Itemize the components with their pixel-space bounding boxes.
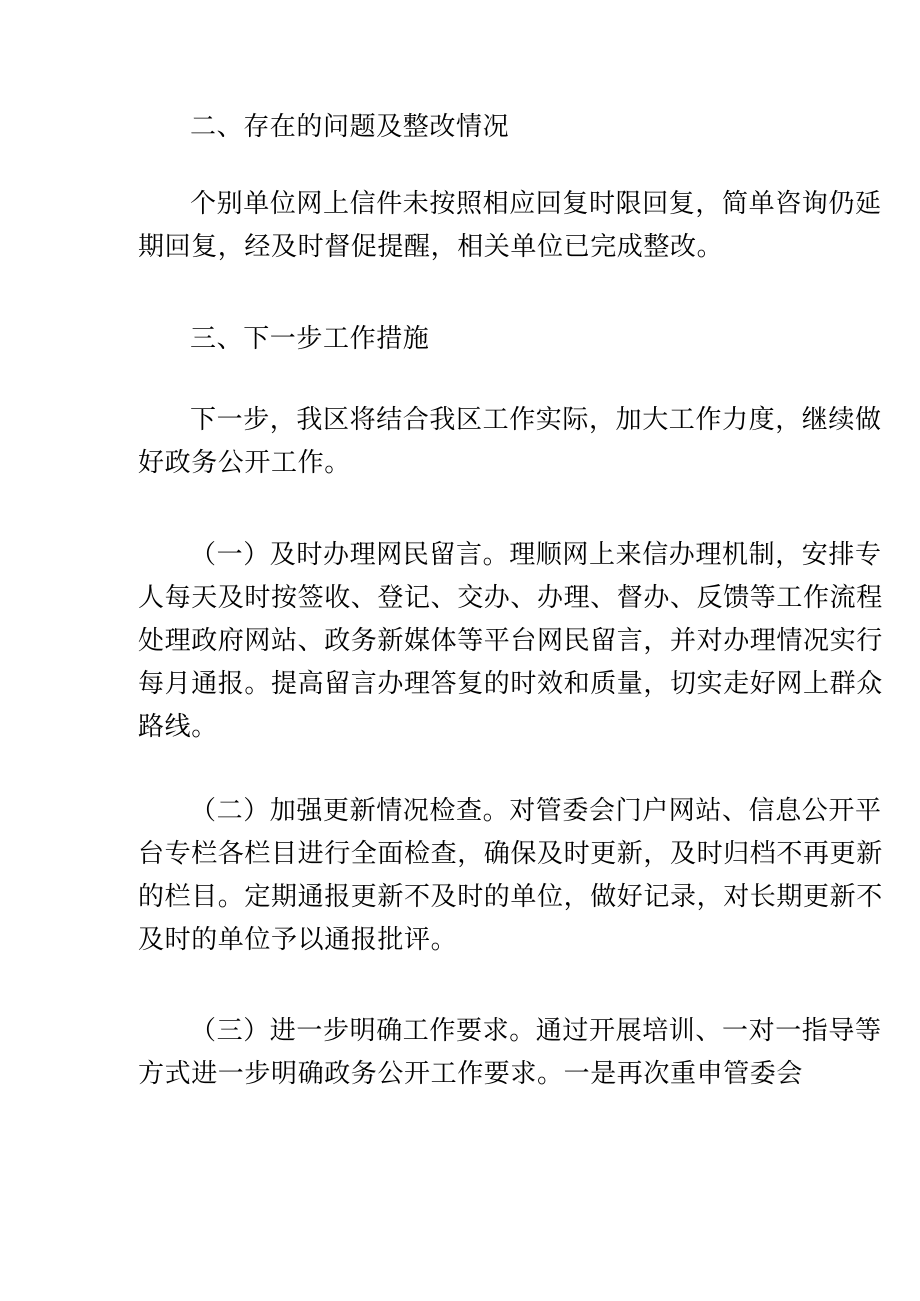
section-heading-problems: [138, 106, 788, 149]
paragraph-intro: [138, 399, 882, 485]
heading-text: 二、存在的问题及整改情况: [190, 112, 510, 142]
paragraph-line: 处理政府网站、政务新媒体等平台网民留言，并对办理情况实行: [138, 626, 883, 656]
paragraph-line: 好政务公开工作。: [138, 448, 351, 478]
paragraph-line: 个别单位网上信件未按照相应回复时限回复，简单咨询仍延: [190, 189, 882, 219]
heading-text: 三、下一步工作措施: [190, 324, 430, 354]
paragraph-line: 方式进一步明确政务公开工作要求。一是再次重申管委会: [138, 1059, 804, 1089]
paragraph-line: 路线。: [138, 712, 218, 742]
paragraph-item-three: [138, 1010, 882, 1096]
paragraph-line: 及时的单位予以通报批评。: [138, 925, 458, 955]
paragraph-line: （一）及时办理网民留言。理顺网上来信办理机制，安排专: [190, 540, 882, 570]
paragraph-line: 每月通报。提高留言办理答复的时效和质量，切实走好网上群众: [138, 669, 883, 699]
paragraph-line: （三）进一步明确工作要求。通过开展培训、一对一指导等: [190, 1016, 882, 1046]
paragraph-problems: [138, 183, 882, 269]
paragraph-line: 台专栏各栏目进行全面检查，确保及时更新，及时归档不再更新: [138, 839, 883, 869]
paragraph-item-one: [138, 534, 883, 749]
paragraph-line: 期回复，经及时督促提醒，相关单位已完成整改。: [138, 232, 724, 262]
paragraph-item-two: [138, 790, 883, 962]
paragraph-line: 人每天及时按签收、登记、交办、办理、督办、反馈等工作流程: [138, 583, 883, 613]
section-heading-next-steps: [138, 318, 788, 361]
paragraph-line: 下一步，我区将结合我区工作实际，加大工作力度，继续做: [190, 405, 882, 435]
paragraph-line: （二）加强更新情况检查。对管委会门户网站、信息公开平: [190, 796, 882, 826]
paragraph-line: 的栏目。定期通报更新不及时的单位，做好记录，对长期更新不: [138, 882, 883, 912]
